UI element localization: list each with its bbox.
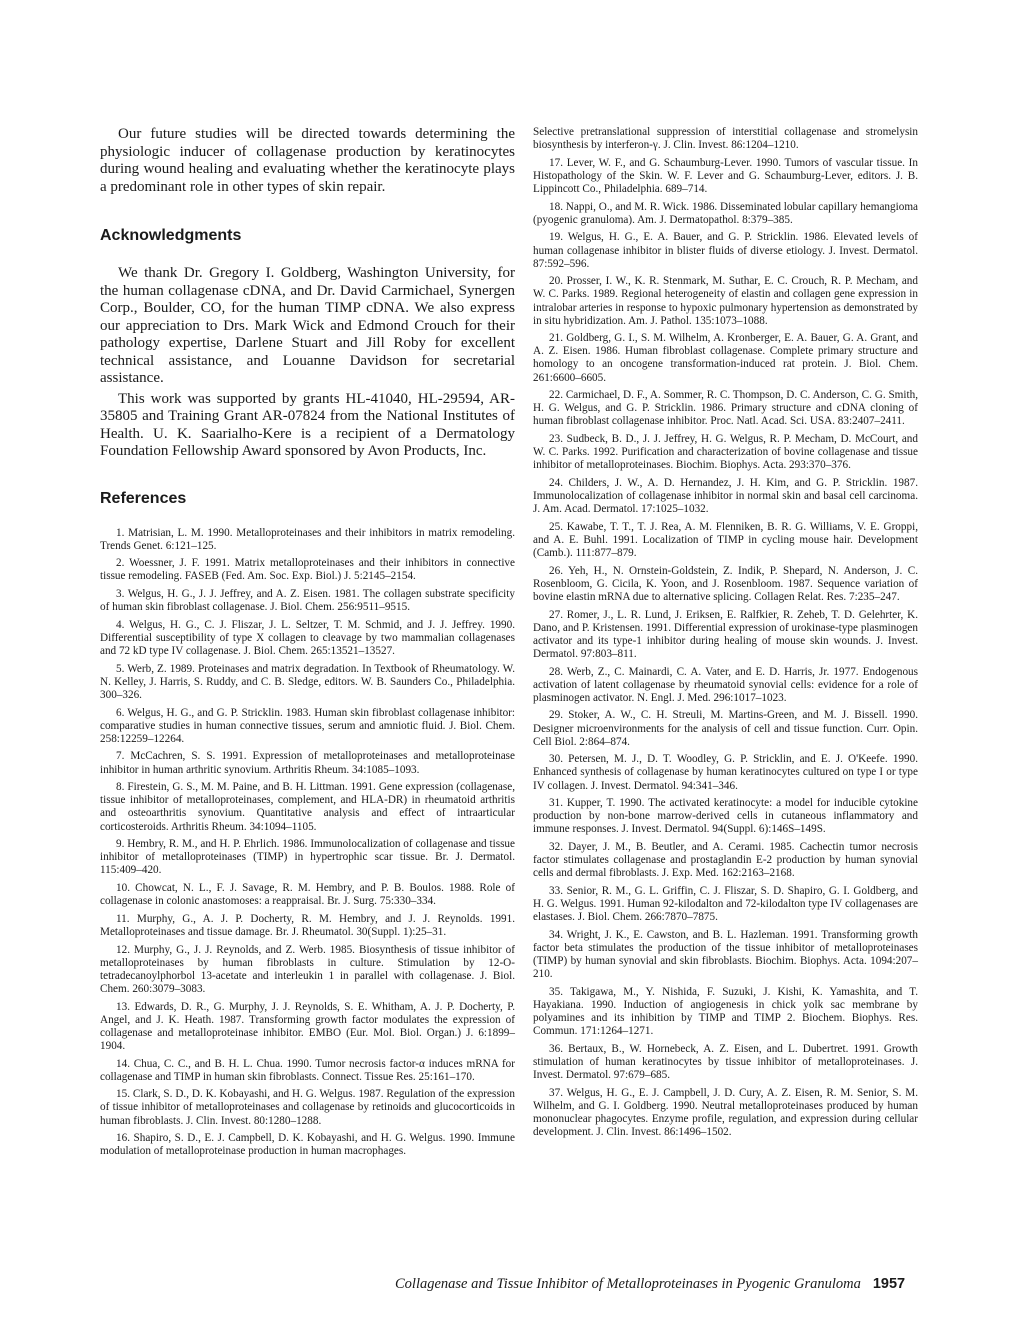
reference-item: 7. McCachren, S. S. 1991. Expression of metalloproteinases and metalloproteinase inhibitor in human arthritic synovium. Arthritis Rheum. 34:1085–1093. [100,750,515,776]
reference-item: 30. Petersen, M. J., D. T. Woodley, G. P. Stricklin, and E. J. O'Keefe. 1990. Enhanced synthesis of collagenase by human keratinocytes cultured on type I or type IV collagen. J. Invest. Dermatol. 94:341–346. [533,753,918,792]
reference-continuation: Selective pretranslational suppression of interstitial collagenase and stromelysin biosynthesis by interferon-γ. J. Clin. Invest. 86:1204–1210. [533,126,918,152]
references-heading: References [100,489,187,507]
reference-item: 24. Childers, J. W., A. D. Hernandez, J. H. Kim, and G. P. Stricklin. 1987. Immunolocalization of collagenase inhibitor in normal skin and basal cell carcinoma. J. Am. Acad. Dermatol. 17:1025–1032. [533,477,918,516]
right-column [533,126,918,1144]
reference-item: 36. Bertaux, B., W. Hornebeck, A. Z. Eisen, and L. Dubertret. 1991. Growth stimulation of human keratinocytes by tissue inhibitor of metalloproteinases. J. Invest. Dermatol. 97:679–685. [533,1042,918,1081]
reference-item: 12. Murphy, G., J. J. Reynolds, and Z. Werb. 1985. Biosynthesis of tissue inhibitor of metalloproteinases by human fibroblasts in culture. Stimulation by 12-O-tetradecanoylphorbol 13-acetate and interleukin 1 in parallel with collagenase. J. Biol. Chem. 260:3079–3083. [100,943,515,995]
reference-item: 18. Nappi, O., and M. R. Wick. 1986. Disseminated lobular capillary hemangioma (pyogenic granuloma). Am. J. Dermatopathol. 8:379–385. [533,200,918,226]
funding-paragraph: This work was supported by grants HL-41040, HL-29594, AR-35805 and Training Grant AR-07824 from the National Institutes of Health. U. K. Saarialho-Kere is a recipient of a Dermatology Foundation Fellowship Award sponsored by Avon Products, Inc. [100,390,515,459]
acknowledgments-heading: Acknowledgments [100,227,242,244]
reference-item: 31. Kupper, T. 1990. The activated keratinocyte: a model for inducible cytokine production by non-bone marrow-derived cells in cutaneous inflammatory and immune responses. J. Invest. Dermatol. 94(Suppl. 6):146S–149S. [533,797,918,836]
reference-item: 8. Firestein, G. S., M. M. Paine, and B. H. Littman. 1991. Gene expression (collagenase, tissue inhibitor of metalloproteinases, complement, and HLA-DR) in rheumatoid arthritis and osteoarthritis synovium. Quantitative analysis and effect of intraarticular corticosteroids. Arthritis Rheum. 34:1094–1105. [100,781,515,833]
reference-item: 37. Welgus, H. G., E. J. Campbell, J. D. Cury, A. Z. Eisen, R. M. Senior, S. M. Wilhelm, and G. I. Goldberg. 1990. Neutral metalloproteinases produced by human mononuclear phagocytes. Enzyme profile, regulation, and expression during cellular development. J. Clin. Invest. 86:1496–1502. [533,1086,918,1138]
reference-item: 11. Murphy, G., A. J. P. Docherty, R. M. Hembry, and J. J. Reynolds. 1991. Metalloproteinases and tissue damage. Br. J. Rheumatol. 30(Suppl. 1):25–31. [100,912,515,938]
reference-item: 22. Carmichael, D. F., A. Sommer, R. C. Thompson, D. C. Anderson, C. G. Smith, H. G. Welgus, and G. P. Stricklin. 1986. Primary structure and cDNA cloning of human fibroblast collagenase inhibitor. Proc. Natl. Acad. Sci. USA. 83:2407–2411. [533,389,918,428]
reference-item: 33. Senior, R. M., G. L. Griffin, C. J. Fliszar, S. D. Shapiro, G. I. Goldberg, and H. G. Welgus. 1991. Human 92-kilodalton and 72-kilodalton type IV collagenases are elastases. J. Biol. Chem. 266:7870–7875. [533,884,918,924]
reference-item: 15. Clark, S. D., D. K. Kobayashi, and H. G. Welgus. 1987. Regulation of the expression of tissue inhibitor of metalloproteinases and collagenase by retinoids and glucocorticoids in human fibroblasts. J. Clin. Invest. 80:1280–1288. [100,1088,515,1127]
reference-item: 5. Werb, Z. 1989. Proteinases and matrix degradation. In Textbook of Rheumatology. W. N. Kelley, J. Harris, S. Ruddy, and C. B. Sledge, editors. W. B. Saunders Co., Philadelphia. 300–326. [100,662,515,701]
left-column [100,126,515,1163]
reference-item: 32. Dayer, J. M., B. Beutler, and A. Cerami. 1985. Cachectin tumor necrosis factor stimulates collagenase and prostaglandin E-2 production by human synovial cells and dermal fibroblasts. J. Exp. Med. 162:2163–2168. [533,841,918,880]
reference-item: 16. Shapiro, S. D., E. J. Campbell, D. K. Kobayashi, and H. G. Welgus. 1990. Immune modulation of metalloproteinase production in human macrophages. [100,1132,515,1158]
reference-item: 26. Yeh, H., N. Ornstein-Goldstein, Z. Indik, P. Shepard, N. Anderson, J. C. Rosenbloom, G. Cicila, K. Yoon, and J. Rosenbloom. 1987. Sequence variation of bovine elastin mRNA due to alternative splicing. Collagen Relat. Res. 7:235–247. [533,564,918,603]
page-footer [395,1276,920,1293]
reference-item: 21. Goldberg, G. I., S. M. Wilhelm, A. Kronberger, E. A. Bauer, G. A. Grant, and A. Z. Eisen. 1986. Human fibroblast collagenase. Complete primary structure and homology to an oncogene transformation-induced rat protein. J. Biol. Chem. 261:6600–6605. [533,332,918,384]
acknowledgments-paragraph: We thank Dr. Gregory I. Goldberg, Washington University, for the human collagenase cDNA, and Dr. David Carmichael, Synergen Corp., Boulder, CO, for the human TIMP cDNA. We also express our appreciation to Drs. Mark Wick and Edmond Crouch for their pathology expertise, Darlene Stuart and Jill Roby for excellent technical assistance, and Louanne Davidson for secretarial assistance. [100,265,515,386]
reference-item: 13. Edwards, D. R., G. Murphy, J. J. Reynolds, S. E. Whitham, A. J. P. Docherty, P. Angel, and J. K. Heath. 1987. Transforming growth factor modulates the expression of collagenase and metalloproteinase inhibitor. EMBO (Eur. Mol. Biol. Organ.) J. 6:1899–1904. [100,1000,515,1052]
reference-item: 28. Werb, Z., C. Mainardi, C. A. Vater, and E. D. Harris, Jr. 1977. Endogenous activation of latent collagenase by rheumatoid synovial cells: evidence for a role of plasminogen activator. N. Engl. J. Med. 296:1017–1023. [533,665,918,704]
reference-item: 1. Matrisian, L. M. 1990. Metalloproteinases and their inhibitors in matrix remodeling. Trends Genet. 6:121–125. [100,526,515,552]
reference-item: 3. Welgus, H. G., J. J. Jeffrey, and A. Z. Eisen. 1981. The collagen substrate specificity of human skin fibroblast collagenase. J. Biol. Chem. 256:9511–9515. [100,588,515,614]
reference-item: 14. Chua, C. C., and B. H. L. Chua. 1990. Tumor necrosis factor-α induces mRNA for collagenase and TIMP in human skin fibroblasts. Connect. Tissue Res. 25:161–170. [100,1057,515,1083]
reference-item: 27. Romer, J., L. R. Lund, J. Eriksen, E. Ralfkier, R. Zeheb, T. D. Gelehrter, K. Dano, and P. Kristensen. 1991. Differential expression of urokinase-type plasminogen activator and its type-1 inhibitor during healing of mouse skin wounds. J. Invest. Dermatol. 97:803–811. [533,608,918,660]
references-list-left [100,527,515,1159]
closing-paragraph: Our future studies will be directed towards determining the physiologic inducer of collagenase production by keratinocytes during wound healing and evaluating whether the keratinocyte plays a predominant role in other types of skin repair. [100,126,515,195]
reference-item: 25. Kawabe, T. T., T. J. Rea, A. M. Flenniken, B. R. G. Williams, V. E. Groppi, and A. E. Buhl. 1991. Localization of TIMP in cycling mouse hair. Development (Camb.). 111:877–879. [533,520,918,560]
reference-item: 29. Stoker, A. W., C. H. Streuli, M. Martins-Green, and M. J. Bissell. 1990. Designer microenvironments for the analysis of cell and tissue function. Curr. Opin. Cell Biol. 2:864–874. [533,709,918,748]
reference-item: 35. Takigawa, M., Y. Nishida, F. Suzuki, J. Kishi, K. Yamashita, and T. Hayakiana. 1990. Induction of angiogenesis in chick yolk sac membrane by polyamines and its inhibition by TIMP and TIMP 2. Biochem. Biophys. Res. Commun. 171:1264–1271. [533,985,918,1038]
page-number: 1957 [872,1276,906,1292]
running-title: Collagenase and Tissue Inhibitor of Metalloproteinases in Pyogenic Granuloma [395,1276,861,1292]
reference-item: 19. Welgus, H. G., E. A. Bauer, and G. P. Stricklin. 1986. Elevated levels of human collagenase inhibitor in blister fluids of diverse etiology. J. Invest. Dermatol. 87:592–596. [533,231,918,270]
reference-item: 6. Welgus, H. G., and G. P. Stricklin. 1983. Human skin fibroblast collagenase inhibitor: comparative studies in human connective tissues, serum and amniotic fluid. J. Biol. Chem. 258:12259–12264. [100,706,515,745]
reference-item: 4. Welgus, H. G., C. J. Fliszar, J. L. Seltzer, T. M. Schmid, and J. J. Jeffrey. 1990. Differential susceptibility of type X collagen to cleavage by two mammalian collagenases and 72 kD type IV collagenase. J. Biol. Chem. 265:13521–13527. [100,618,515,658]
reference-item: 17. Lever, W. F., and G. Schaumburg-Lever. 1990. Tumors of vascular tissue. In Histopathology of the Skin. W. F. Lever and G. Schaumburg-Lever, editors. J. B. Lippincott Co., Philadelphia. 689–714. [533,156,918,195]
reference-item: 20. Prosser, I. W., K. R. Stenmark, M. Suthar, E. C. Crouch, R. P. Mecham, and W. C. Parks. 1989. Regional heterogeneity of elastin and collagen gene expression in intralobar arteries in response to hypoxic pulmonary hypertension as demonstrated by in situ hybridization. Am. J. Pathol. 135:1073–1088. [533,275,918,327]
reference-item: 23. Sudbeck, B. D., J. J. Jeffrey, H. G. Welgus, R. P. Mecham, D. McCourt, and W. C. Parks. 1992. Purification and characterization of bovine collagenase and tissue inhibitor of metalloproteinases. Biochim. Biophys. Acta. 293:370–376. [533,433,918,472]
reference-item: 10. Chowcat, N. L., F. J. Savage, R. M. Hembry, and P. B. Boulos. 1988. Role of collagenase in colonic anastomoses: a reappraisal. Br. J. Surg. 75:330–334. [100,882,515,908]
reference-item: 9. Hembry, R. M., and H. P. Ehrlich. 1986. Immunolocalization of collagenase and tissue inhibitor of metalloproteinases (TIMP) in hypertrophic scar tissue. Br. J. Dermatol. 115:409–420. [100,838,515,877]
reference-item: 34. Wright, J. K., E. Cawston, and B. L. Hazleman. 1991. Transforming growth factor beta stimulates the production of the tissue inhibitor of metalloproteinases (TIMP) by human synovial and skin fibroblasts. Biochim. Biophys. Acta. 1094:207–210. [533,928,918,981]
reference-item: 2. Woessner, J. F. 1991. Matrix metalloproteinases and their inhibitors in connective tissue remodeling. FASEB (Fed. Am. Soc. Exp. Biol.) J. 5:2145–2154. [100,557,515,583]
